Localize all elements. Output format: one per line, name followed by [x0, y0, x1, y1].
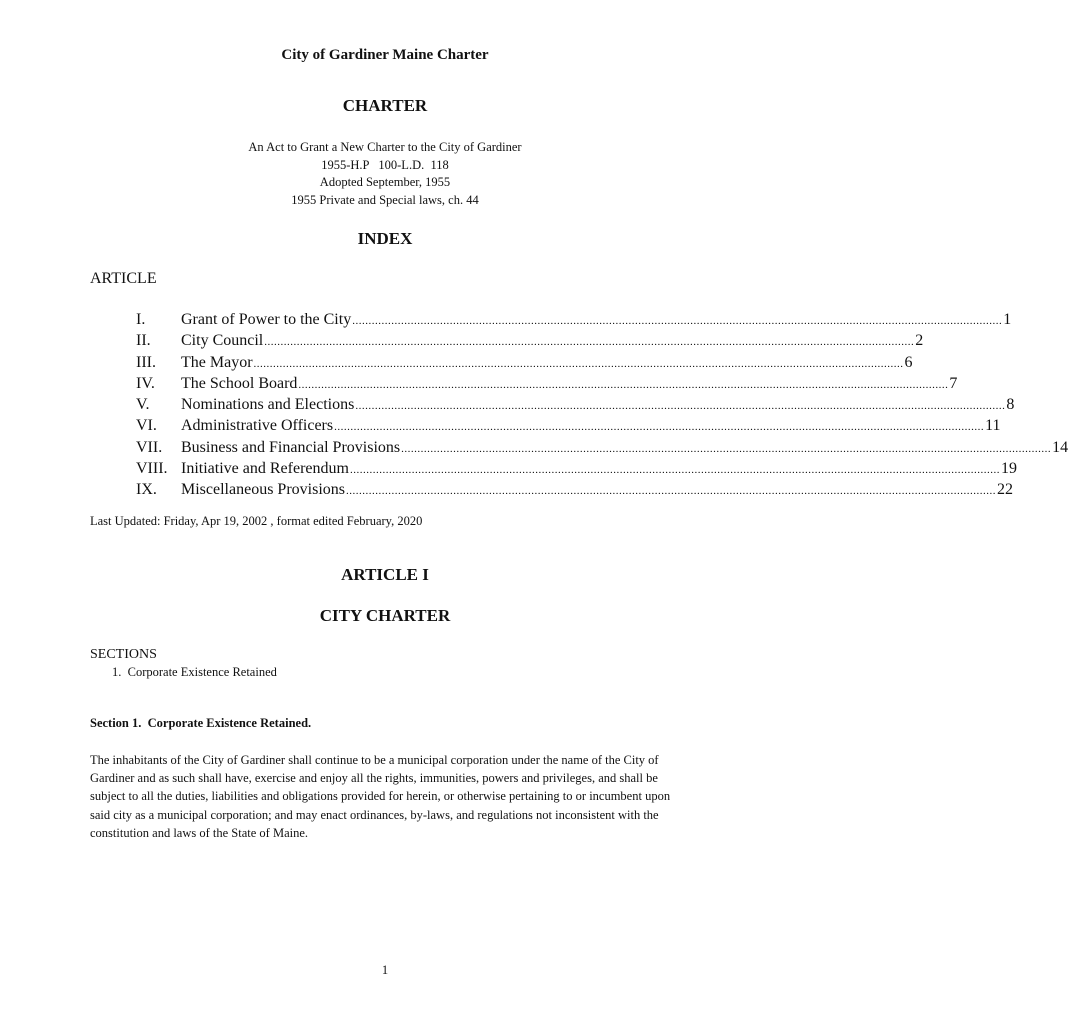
toc-number: VI. — [136, 417, 157, 435]
toc-entry-5[interactable] — [136, 395, 1015, 416]
toc-title: The School Board — [181, 374, 298, 392]
toc-page-number: 11 — [985, 417, 1001, 435]
act-line: 1955-H.P 100-L.D. 118 — [321, 157, 449, 172]
section-body: The inhabitants of the City of Gardiner shall continue to be a municipal corporation under the name of the City of Gardiner and as such shall have, exercise and enjoy all the rights, immunities, powers and privileges, and shall be subject to all the duties, liabilities and obligations provided for herein, or otherwise pertaining to or incumbent upon said city as a municipal corporation; and may enact ordinances, by-laws, and regulations not inconsistent with the constitution and laws of the State of Maine. — [90, 753, 671, 840]
page-number: 1 — [381, 963, 389, 977]
toc-leader-dots: ........................................................................................................................................................................................................ — [253, 357, 904, 370]
toc-entry-3[interactable] — [136, 353, 913, 374]
toc-leader-dots: ........................................................................................................................................................................................................ — [349, 464, 1000, 477]
toc-page-number: 14 — [1052, 438, 1068, 456]
toc-title: Grant of Power to the City — [181, 311, 352, 328]
toc-number: V. — [136, 396, 150, 414]
toc-leader-dots: ........................................................................................................................................................................................................ — [298, 378, 949, 391]
toc-number: IX. — [136, 481, 157, 499]
city-charter-heading: CITY CHARTER — [319, 606, 451, 625]
toc-title: The Mayor — [181, 353, 253, 371]
toc-number: II. — [136, 332, 151, 350]
toc-title: City Council — [181, 332, 264, 350]
document-title: City of Gardiner Maine Charter — [281, 47, 489, 63]
toc-entry-7[interactable] — [136, 438, 1068, 459]
sections-list — [112, 665, 277, 680]
toc-leader-dots: ........................................................................................................................................................................................................ — [346, 485, 996, 498]
article-label: ARTICLE — [90, 270, 157, 287]
toc-leader-dots: ........................................................................................................................................................................................................ — [264, 336, 915, 349]
toc-entry-6[interactable] — [136, 416, 1001, 437]
toc-number: VIII. — [136, 460, 168, 478]
toc-page-number: 7 — [949, 374, 958, 392]
toc-entry-4[interactable] — [136, 374, 958, 395]
toc-number: IV. — [136, 374, 155, 392]
toc-number: VII. — [136, 438, 163, 456]
table-of-contents — [136, 310, 1068, 502]
toc-page-number: 8 — [1006, 396, 1015, 414]
toc-page-number: 1 — [1003, 311, 1012, 328]
toc-entry-1[interactable] — [136, 310, 1012, 331]
index-heading: INDEX — [357, 229, 413, 248]
section-heading: Section 1. Corporate Existence Retained. — [90, 716, 312, 730]
toc-title: Nominations and Elections — [181, 396, 355, 414]
toc-entry-2[interactable] — [136, 331, 924, 352]
toc-title: Administrative Officers — [181, 417, 334, 435]
toc-entry-8[interactable] — [136, 459, 1017, 480]
toc-page-number: 22 — [997, 481, 1013, 499]
act-details — [0, 139, 770, 209]
sections-list-item[interactable]: 1. Corporate Existence Retained — [112, 665, 277, 679]
toc-leader-dots: ........................................................................................................................................................................................................ — [355, 400, 1006, 413]
toc-entry-9[interactable] — [136, 480, 1013, 501]
toc-number: III. — [136, 353, 156, 371]
toc-page-number: 19 — [1000, 460, 1017, 478]
act-line: An Act to Grant a New Charter to the City of Gardiner — [248, 140, 522, 154]
act-line: 1955 Private and Special laws, ch. 44 — [291, 192, 479, 207]
toc-number: I. — [136, 311, 146, 328]
toc-title: Initiative and Referendum — [181, 460, 349, 478]
article-heading: ARTICLE I — [341, 565, 429, 584]
toc-page-number: 2 — [915, 332, 924, 350]
toc-page-number: 6 — [904, 353, 913, 371]
last-updated-note: Last Updated: Friday, Apr 19, 2002 , format edited February, 2020 — [90, 514, 423, 528]
toc-leader-dots: ........................................................................................................................................................................................................ — [401, 442, 1052, 455]
toc-leader-dots: ........................................................................................................................................................................................................ — [352, 315, 1003, 327]
act-line: Adopted September, 1955 — [319, 175, 451, 189]
toc-title: Miscellaneous Provisions — [181, 481, 345, 499]
toc-title: Business and Financial Provisions — [181, 438, 401, 456]
charter-heading: CHARTER — [342, 96, 428, 115]
sections-label: SECTIONS — [90, 647, 157, 662]
toc-leader-dots: ........................................................................................................................................................................................................ — [334, 421, 985, 434]
